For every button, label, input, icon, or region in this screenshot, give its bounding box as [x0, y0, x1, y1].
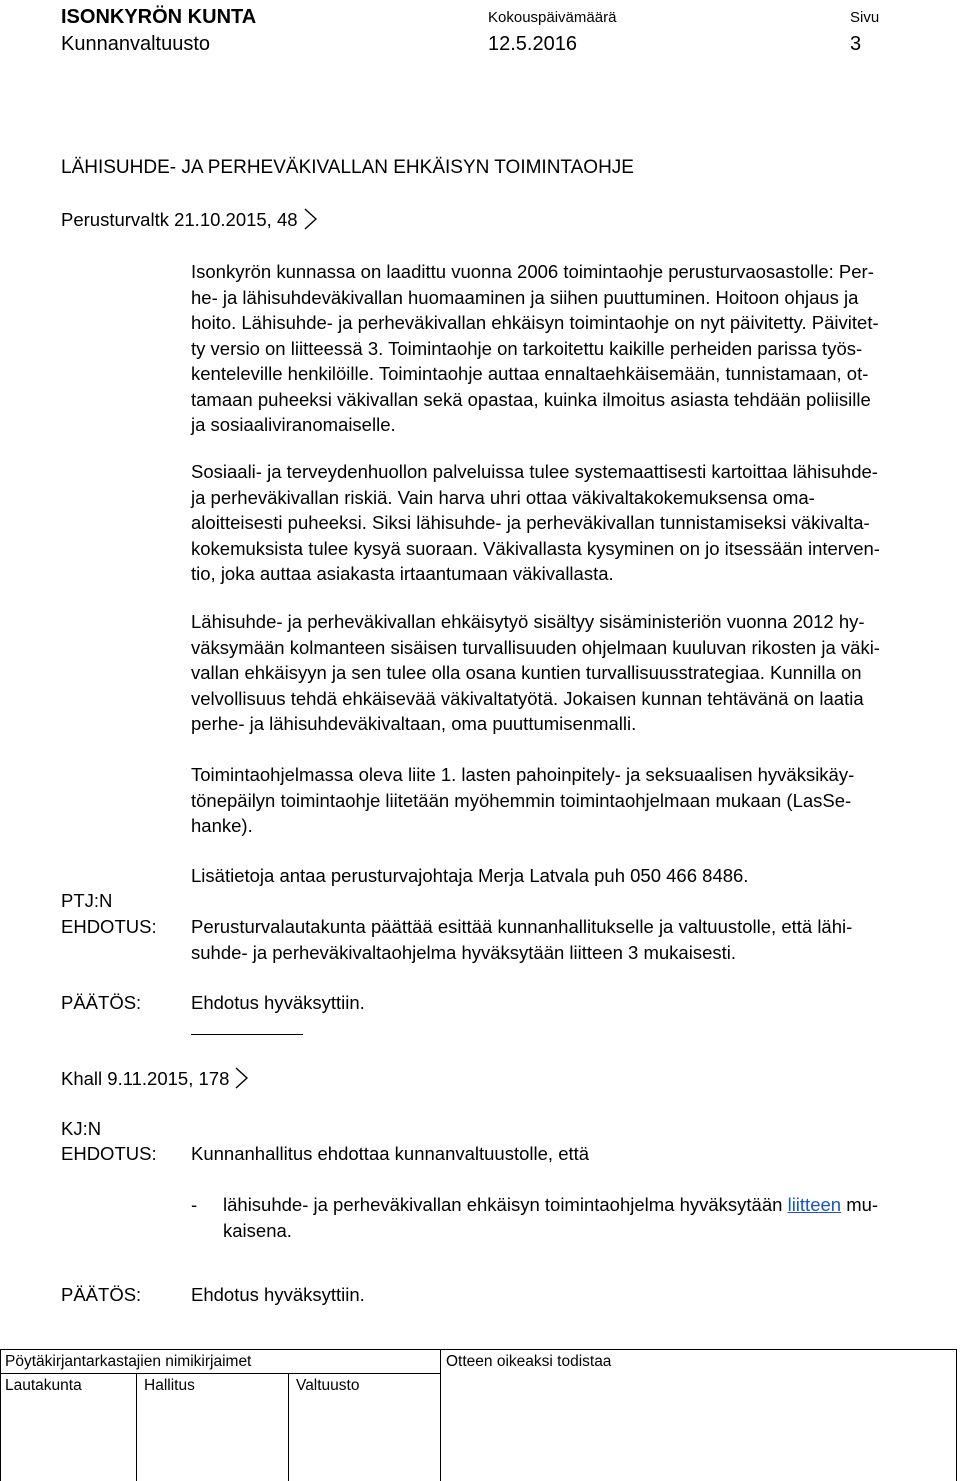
- bullet-text-after: mu-: [841, 1194, 879, 1215]
- reference-perusturva: [61, 207, 317, 237]
- ptj-decision-label: PÄÄTÖS:: [61, 992, 142, 1013]
- ptj-proposal-text: [191, 914, 852, 965]
- footer-col-lautakunta: Lautakunta: [5, 1377, 82, 1394]
- paragraph-line: Toimintaohjelmassa oleva liite 1. lasten pahoinpitely- ja seksuaalisen hyväksikäy-: [191, 764, 855, 785]
- meeting-date-label: Kokouspäivämäärä: [488, 9, 617, 26]
- bullet-text-continuation: kaisena.: [223, 1220, 292, 1241]
- paragraph-2: [191, 459, 880, 587]
- meeting-body: Kunnanvaltuusto: [61, 33, 211, 55]
- page-number: 3: [850, 33, 862, 55]
- kj-decision: Ehdotus hyväksyttiin.: [191, 1284, 365, 1305]
- section-sign-icon: [235, 1067, 248, 1096]
- reference-khall-text: Khall 9.11.2015, 178: [61, 1068, 230, 1089]
- section-sign-icon: [304, 208, 317, 237]
- paragraph-line: Sosiaali- ja terveydenhuollon palveluissa tulee systemaattisesti kartoittaa lähisuhde-: [191, 461, 878, 482]
- footer-col-valtuusto: Valtuusto: [296, 1377, 360, 1394]
- ptj-proposal-label: EHDOTUS:: [61, 916, 157, 937]
- proposal-line: Perusturvalautakunta päättää esittää kunnanhallitukselle ja valtuustolle, että lähi-: [191, 916, 853, 937]
- paragraph-line: Isonkyrön kunnassa on laadittu vuonna 2006 toimintaohje perusturvaosastolle: Per-: [191, 261, 874, 282]
- paragraph-line: Lähisuhde- ja perheväkivallan ehkäisytyö sisältyy sisäministeriön vuonna 2012 hy-: [191, 611, 865, 632]
- paragraph-line: Lisätietoja antaa perusturvajohtaja Merja Latvala puh 050 466 8486.: [191, 865, 749, 886]
- bullet-text: [223, 1192, 878, 1218]
- meeting-date: 12.5.2016: [488, 33, 577, 55]
- paragraph-line: kokemuksista tulee kysyä suoraan. Väkivallasta kysyminen on jo itsessään interven-: [191, 537, 880, 559]
- proposal-line: suhde- ja perheväkivaltaohjelma hyväksytään liitteen 3 mukaisesti.: [191, 941, 737, 963]
- attachment-link[interactable]: liitteen: [787, 1194, 842, 1215]
- paragraph-line: ja sosiaaliviranomaiselle.: [191, 414, 396, 435]
- footer-col-rule-2: [288, 1373, 289, 1481]
- bullet-dash: -: [191, 1194, 198, 1215]
- footer-certified-label: Otteen oikeaksi todistaa: [446, 1353, 612, 1370]
- paragraph-1: [191, 259, 879, 438]
- footer-inner-rule: [0, 1373, 440, 1374]
- page-label: Sivu: [850, 9, 880, 26]
- footer-left-rule: [0, 1349, 1, 1481]
- paragraph-line: väksymään kolmanteen sisäisen turvallisuuden ohjelmaan kuuluvan rikosten ja väki-: [191, 636, 880, 658]
- paragraph-line: ja perheväkivallan riskiä. Vain harva uhri ottaa väkivaltakokemuksensa oma-: [191, 486, 815, 508]
- footer-divider-rule: [440, 1349, 441, 1481]
- ptj-decision: Ehdotus hyväksyttiin.: [191, 992, 365, 1013]
- kj-proposal-label: EHDOTUS:: [61, 1143, 157, 1164]
- paragraph-line: hanke).: [191, 815, 253, 836]
- paragraph-line: vallan ehkäisyyn ja sen tulee olla osana kuntien turvallisuusstrategiaa. Kunnilla on: [191, 662, 862, 683]
- footer-col-hallitus: Hallitus: [144, 1377, 195, 1394]
- paragraph-line: he- ja lähisuhdeväkivallan huomaaminen ja siihen puuttuminen. Hoitoon ohjaus ja: [191, 286, 859, 308]
- footer-signatures-label: Pöytäkirjantarkastajien nimikirjaimet: [5, 1353, 252, 1370]
- reference-khall: [61, 1066, 248, 1096]
- footer-right-rule: [956, 1349, 957, 1481]
- reference-perusturva-text: Perusturvaltk 21.10.2015, 48: [61, 209, 298, 230]
- paragraph-4: [191, 762, 854, 839]
- paragraph-line: velvollisuus tehdä ehkäisevää väkivaltatyötä. Jokaisen kunnan tehtävänä on laatia: [191, 687, 864, 709]
- paragraph-3: [191, 609, 880, 737]
- kj-decision-label: PÄÄTÖS:: [61, 1284, 142, 1305]
- paragraph-line: kenteleville henkilöille. Toimintaohje auttaa ennaltaehkäisemään, tunnistamaan, ot-: [191, 363, 869, 384]
- paragraph-5: [191, 863, 748, 889]
- paragraph-line: perhe- ja lähisuhdeväkivaltaan, oma puuttumisenmalli.: [191, 713, 637, 734]
- footer-top-rule: [0, 1349, 957, 1350]
- paragraph-line: ty versio on liitteessä 3. Toimintaohje on tarkoitettu kaikille perheiden parissa työs-: [191, 337, 863, 359]
- municipality-name: ISONKYRÖN KUNTA: [61, 6, 257, 28]
- paragraph-line: tio, joka auttaa asiakasta irtaantumaan väkivallasta.: [191, 563, 614, 584]
- bullet-text-before: lähisuhde- ja perheväkivallan ehkäisyn toimintaohjelma hyväksytään: [223, 1194, 788, 1215]
- footer-col-rule-1: [136, 1373, 137, 1481]
- kj-proposal: Kunnanhallitus ehdottaa kunnanvaltuustolle, että: [191, 1143, 590, 1164]
- paragraph-line: hoito. Lähisuhde- ja perheväkivallan ehkäisyn toimintaohje on nyt päivitetty. Päivitet-: [191, 312, 879, 333]
- document-title: LÄHISUHDE- JA PERHEVÄKIVALLAN EHKÄISYN TOIMINTAOHJE: [61, 157, 634, 178]
- kj-label: KJ:N: [61, 1118, 102, 1139]
- paragraph-line: tönepäilyn toimintaohje liitetään myöhemmin toimintaohjelmaan mukaan (LasSe-: [191, 789, 852, 811]
- paragraph-line: aloitteisesti puheeksi. Siksi lähisuhde- ja perheväkivallan tunnistamiseksi väkivalta-: [191, 512, 870, 533]
- decision-underline: [191, 1034, 303, 1035]
- ptj-label: PTJ:N: [61, 890, 113, 911]
- paragraph-line: tamaan puheeksi väkivallan sekä opastaa, kuinka ilmoitus asiasta tehdään poliisille: [191, 388, 871, 410]
